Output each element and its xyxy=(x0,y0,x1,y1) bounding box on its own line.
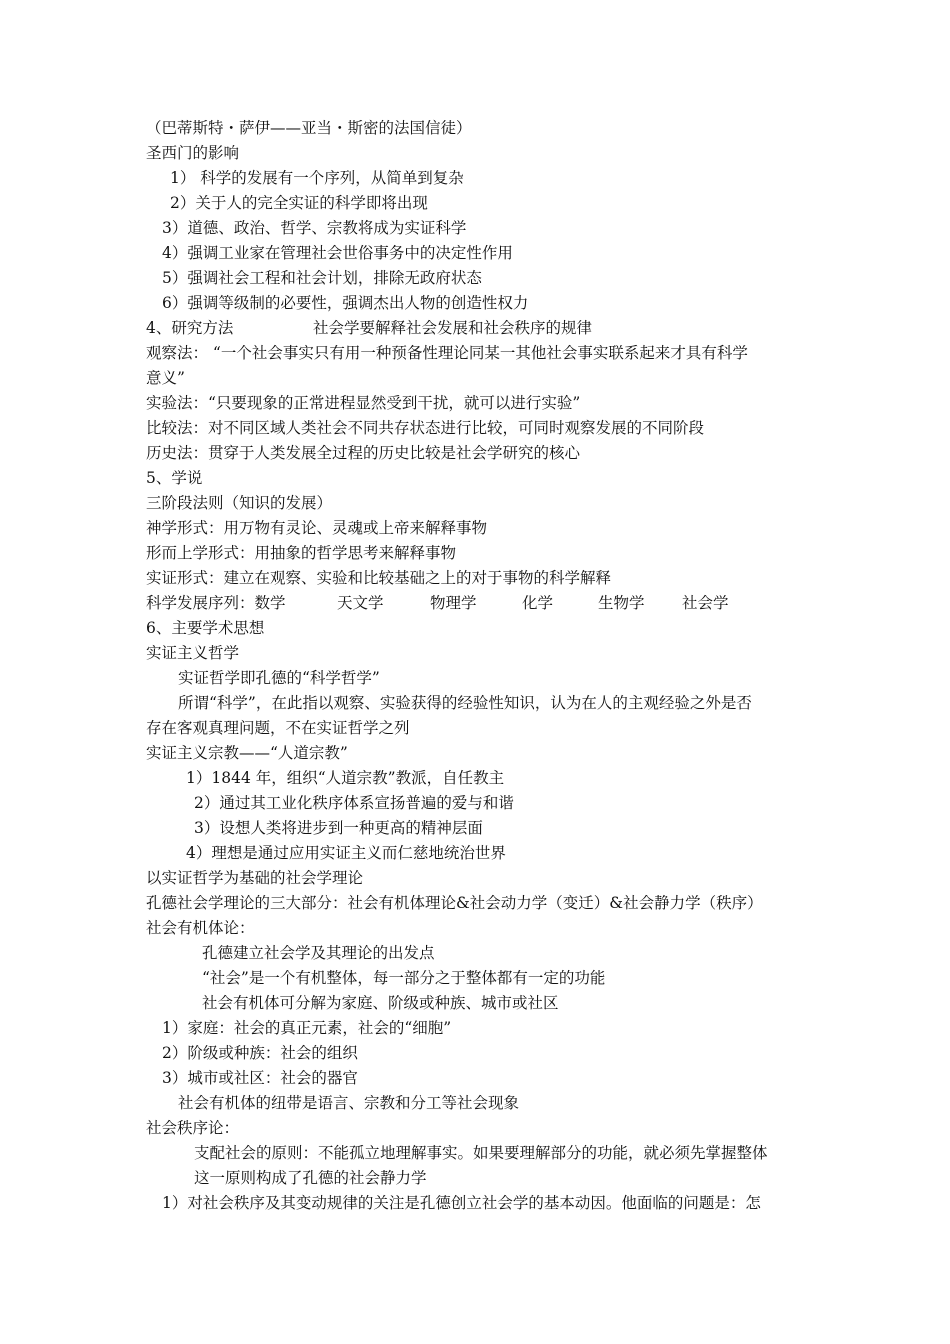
text-line: 神学形式：用万物有灵论、灵魂或上帝来解释事物 xyxy=(146,519,488,537)
text-line: 实证哲学即孔德的“科学哲学” xyxy=(178,669,380,687)
text-line: 实证主义宗教——“人道宗教” xyxy=(146,744,348,762)
sequence-item: 化学 xyxy=(522,594,554,612)
list-item: 1）1844 年，组织“人道宗教”教派，自任教主 xyxy=(186,769,505,787)
text-line: 社会学要解释社会发展和社会秩序的规律 xyxy=(313,319,593,337)
text-line: 所谓“科学”，在此指以观察、实验获得的经验性知识，认为在人的主观经验之外是否 xyxy=(178,694,752,712)
list-item: 6）强调等级制的必要性，强调杰出人物的创造性权力 xyxy=(162,294,529,312)
sequence-item: 物理学 xyxy=(430,594,477,612)
text-line: 实证主义哲学 xyxy=(146,644,240,662)
text-line: （巴蒂斯特・萨伊——亚当・斯密的法国信徒） xyxy=(146,119,472,137)
text-line: 社会秩序论： xyxy=(146,1119,240,1137)
section-heading: 6、主要学术思想 xyxy=(146,619,265,637)
list-item: 2）阶级或种族：社会的组织 xyxy=(162,1044,358,1062)
sequence-item: 天文学 xyxy=(337,594,384,612)
text-line: 社会有机体可分解为家庭、阶级或种族、城市或社区 xyxy=(202,994,559,1012)
sequence-item: 生物学 xyxy=(598,594,645,612)
section-heading: 4、研究方法 xyxy=(146,319,234,337)
text-line: 比较法：对不同区域人类社会不同共存状态进行比较，可同时观察发展的不同阶段 xyxy=(146,419,705,437)
list-item: 2）通过其工业化秩序体系宣扬普遍的爱与和谐 xyxy=(194,794,514,812)
text-line: 社会有机体论： xyxy=(146,919,255,937)
list-item: 2）关于人的完全实证的科学即将出现 xyxy=(170,194,428,212)
text-line: 支配社会的原则：不能孤立地理解事实。如果要理解部分的功能，就必须先掌握整体 xyxy=(194,1144,768,1162)
text-line: 孔德建立社会学及其理论的出发点 xyxy=(202,944,435,962)
text-line: 这一原则构成了孔德的社会静力学 xyxy=(194,1169,427,1187)
text-line: 意义” xyxy=(146,369,185,387)
list-item: 3）城市或社区：社会的器官 xyxy=(162,1069,358,1087)
text-line: 三阶段法则（知识的发展） xyxy=(146,494,333,512)
list-item: 1）对社会秩序及其变动规律的关注是孔德创立社会学的基本动因。他面临的问题是：怎 xyxy=(162,1194,761,1212)
list-item: 5）强调社会工程和社会计划，排除无政府状态 xyxy=(162,269,482,287)
text-line: 实验法：“只要现象的正常进程显然受到干扰，就可以进行实验” xyxy=(146,394,581,412)
text-line: 以实证哲学为基础的社会学理论 xyxy=(146,869,364,887)
text-line: 存在客观真理问题，不在实证哲学之列 xyxy=(146,719,410,737)
list-item: 3）设想人类将进步到一种更高的精神层面 xyxy=(194,819,483,837)
text-line: 孔德社会学理论的三大部分：社会有机体理论&社会动力学（变迁）&社会静力学（秩序） xyxy=(146,894,763,912)
list-item: 4）强调工业家在管理社会世俗事务中的决定性作用 xyxy=(162,244,513,262)
text-line: 观察法： “一个社会事实只有用一种预备性理论同某一其他社会事实联系起来才具有科学 xyxy=(146,344,748,362)
section-heading: 5、学说 xyxy=(146,469,203,487)
list-item: 4）理想是通过应用实证主义而仁慈地统治世界 xyxy=(186,844,506,862)
sequence-item: 社会学 xyxy=(682,594,729,612)
section-heading: 圣西门的影响 xyxy=(146,144,240,162)
text-line: 历史法：贯穿于人类发展全过程的历史比较是社会学研究的核心 xyxy=(146,444,581,462)
text-line: 实证形式：建立在观察、实验和比较基础之上的对于事物的科学解释 xyxy=(146,569,612,587)
text-line: 形而上学形式：用抽象的哲学思考来解释事物 xyxy=(146,544,457,562)
list-item: 1）家庭：社会的真正元素，社会的“细胞” xyxy=(162,1019,452,1037)
list-item: 1） 科学的发展有一个序列，从简单到复杂 xyxy=(170,169,464,187)
sequence-label: 科学发展序列：数学 xyxy=(146,594,286,612)
list-item: 3）道德、政治、哲学、宗教将成为实证科学 xyxy=(162,219,467,237)
text-line: “社会”是一个有机整体，每一部分之于整体都有一定的功能 xyxy=(202,969,606,987)
text-line: 社会有机体的纽带是语言、宗教和分工等社会现象 xyxy=(178,1094,520,1112)
